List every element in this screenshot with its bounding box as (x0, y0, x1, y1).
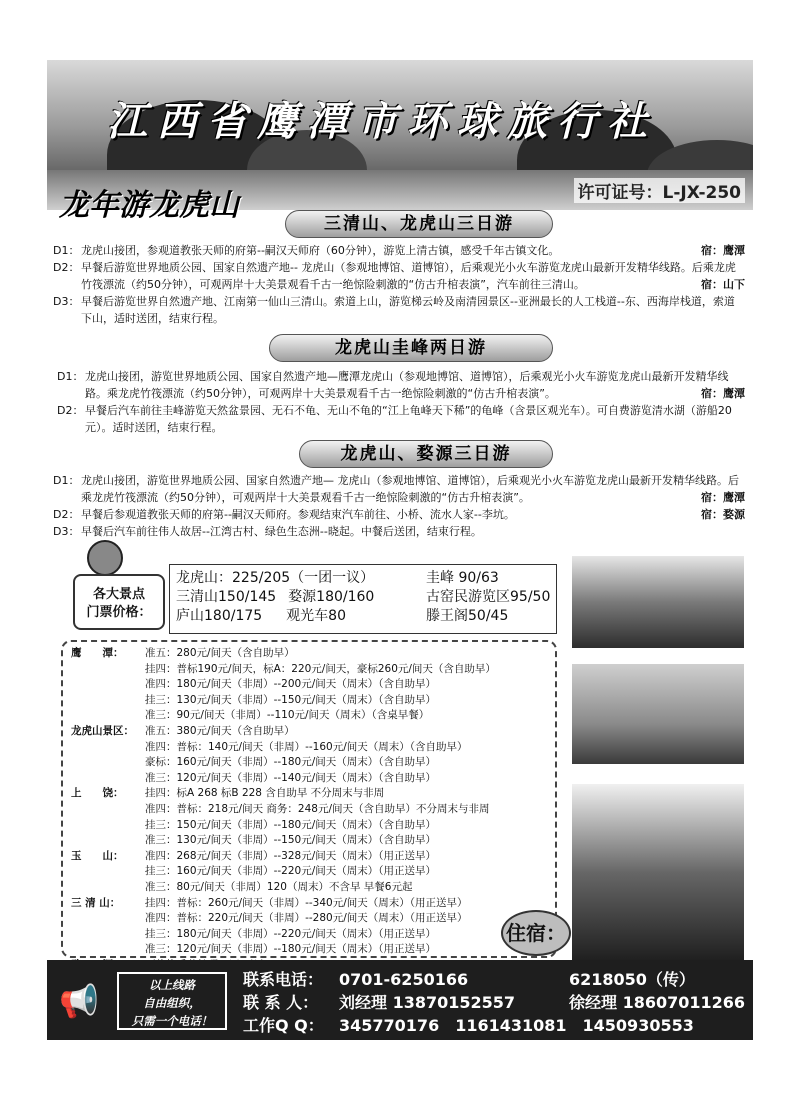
hotel-row (71, 771, 547, 787)
itinerary-day (53, 506, 745, 523)
hotel-price-text: 挂四：普标190元/间天，标A：220元/间天，豪标260元/间天（含自助早） (145, 662, 496, 675)
hotel-city (71, 880, 145, 896)
hotel-price-text: 挂三：130元/间天（非周）--150元/间天（周末）（含自助早） (145, 693, 436, 706)
hotel-city (71, 662, 145, 678)
itinerary-day (53, 242, 745, 259)
day-text: 早餐后汽车前往伟人故居--江湾古村、绿色生态洲--晓起。中餐后送团，结束行程。 (81, 525, 482, 538)
itinerary-day (53, 472, 745, 506)
hotel-price-text: 准五：280元/间天（含自助早） (145, 647, 295, 659)
contact-label: 联 系 人： (243, 993, 319, 1012)
itinerary-day (53, 259, 745, 293)
hotel-row (71, 786, 547, 802)
hotel-city: 玉 山： (71, 849, 124, 862)
hotel-price-text: 挂四：标A 268 标B 228 含自助早 不分周末与非周 (145, 787, 385, 800)
footer-slogan-line: 只需一个电话！ (131, 1014, 213, 1028)
hotel-price-text: 准四：普标：140元/间天（非周）--160元/间天（周末）（含自助早） (145, 740, 468, 753)
phone-number: 0701-6250166 (339, 970, 469, 989)
hotel-city: 鹰 潭： (71, 647, 124, 659)
hotel-price-text: 准四：268元/间天（非周）--328元/间天（周末）（用正送早） (145, 849, 436, 862)
qq-label: 工作Q Q： (243, 1016, 324, 1035)
hotel-row (71, 833, 547, 849)
hotel-price-text: 准三：80元/间天（非周）120（周末）不含早 早餐6元起 (145, 880, 413, 893)
day-label: D2： (53, 508, 80, 521)
hotel-row (71, 693, 547, 709)
day-label: D3： (53, 525, 80, 538)
hotel-price-text: 准四：180元/间天（非周）--200元/间天（周末）（含自助早） (145, 678, 436, 691)
hotel-city (71, 677, 145, 693)
day-text: 龙虎山接团，游览世界地质公园、国家自然遗产地—鹰潭龙虎山（参观地博馆、道博馆），后乘观光小火车游览龙虎山最新开发精华线路。乘龙虎竹筏漂流（约50分钟），可观两岸十大美景观看千古一绝惊险刺激的“仿古升棺表演”。 (85, 370, 729, 400)
hotel-price-text: 挂四：普标：260元/间天（非周）--340元/间天（周末）（用正送早） (145, 896, 468, 909)
footer-slogan (117, 972, 227, 1030)
hotel-city (71, 818, 145, 834)
contact-lines (243, 968, 745, 1037)
itinerary-day (53, 523, 745, 540)
day-label: D2： (53, 261, 80, 274)
day-stay: 宿：山下 (701, 278, 745, 291)
itinerary-day (57, 368, 745, 402)
hotel-row (71, 880, 547, 896)
hotel-row (71, 646, 547, 662)
itinerary-day (57, 402, 745, 436)
route-title: 三清山、龙虎山三日游 (285, 210, 553, 238)
day-stay: 宿：鹰潭 (701, 244, 745, 257)
ticket-label-line: 门票价格： (86, 605, 152, 620)
hotel-row (71, 849, 547, 865)
ticket-price: 龙虎山：225/205（一团一议） (176, 570, 375, 586)
hotel-row (71, 724, 547, 740)
ticket-price: 古窑民游览区95/50 (426, 589, 551, 605)
scenery-photo-village (572, 556, 744, 648)
hotel-row (71, 740, 547, 756)
agency-title: 江西省鹰潭市环球旅行社 (107, 98, 657, 145)
ticket-label (73, 574, 165, 630)
hotel-price-text: 准三：90元/间天（非周）--110元/间天（周末）（含桌早餐） (145, 709, 430, 722)
hotel-row (71, 802, 547, 818)
footer-slogan-line: 自由组织， (143, 996, 201, 1010)
hotel-row (71, 864, 547, 880)
hotel-row (71, 942, 547, 958)
hotel-price-text: 挂三：160元/间天（非周）--220元/间天（周末）（用正送早） (145, 865, 436, 878)
hotel-city (71, 693, 145, 709)
day-label: D1： (57, 370, 84, 383)
ticket-prices (169, 564, 557, 634)
route-itinerary (53, 242, 745, 327)
mascot-icon (87, 540, 123, 576)
route-itinerary (57, 368, 745, 436)
contact-person: 刘经理 13870152557 (339, 993, 516, 1012)
hotel-city (71, 802, 145, 818)
hotel-city (71, 708, 145, 724)
megaphone-icon: 📢 (59, 982, 99, 1020)
hotel-price-text: 挂三：150元/间天（非周）--180元/间天（周末）（含自助早） (145, 818, 436, 831)
route-title: 龙虎山圭峰两日游 (269, 334, 553, 362)
hotel-price-text: 挂三：180元/间天（非周）--220元/间天（周末）（用正送早） (145, 927, 436, 940)
slogan: 龙年游龙虎山 (59, 188, 239, 223)
flyer (47, 60, 753, 1040)
hotel-row (71, 896, 547, 912)
itinerary-day (53, 293, 745, 327)
day-text: 龙虎山接团，参观道教张天师的府第--嗣汉天师府（60分钟），游览上清古镇，感受千年古镇文化。 (81, 244, 560, 257)
hotel-row (71, 662, 547, 678)
ticket-label-line: 各大景点 (92, 587, 145, 602)
hotel-city (71, 740, 145, 756)
day-text: 早餐后参观道教张天师的府第--嗣汉天师府。参观结束汽车前往、小桥、流水人家--李坑。 (81, 508, 515, 521)
hotel-city (71, 942, 145, 958)
ticket-price: 三清山150/145 (176, 589, 277, 605)
ticket-price: 观光车80 (286, 608, 346, 624)
hotel-prices (61, 640, 557, 958)
day-stay: 宿：鹰潭 (701, 387, 745, 400)
fax-number: 6218050（传） (569, 970, 695, 989)
day-label: D1： (53, 244, 80, 257)
hotel-city: 三 清 山： (71, 896, 121, 909)
hotel-price-text: 准五：380元/间天（含自助早） (145, 724, 295, 737)
day-text: 早餐后游览世界自然遗产地、江南第一仙山三清山。索道上山，游览梯云岭及南清园景区--亚洲最长的人工栈道--东、西海岸栈道，索道下山，适时送团，结束行程。 (81, 295, 735, 325)
day-stay: 宿：婺源 (701, 508, 745, 521)
day-label: D2： (57, 404, 84, 417)
hotel-price-text: 准三：120元/间天（非周）--180元/间天（周末）（用正送早） (145, 943, 436, 956)
hotel-price-text: 豪标：160元/间天（非周）--180元/间天（周末）（含自助早） (145, 756, 436, 769)
hotel-city (71, 771, 145, 787)
hotel-city (71, 833, 145, 849)
hotel-row (71, 708, 547, 724)
day-text: 早餐后游览世界地质公园、国家自然遗产地-- 龙虎山（参观地博馆、道博馆），后乘观光小火车游览龙虎山最新开发精华线路。后乘龙虎竹筏漂流（约50分钟），可观两岸十大美景观看千古一绝惊险刺激的“仿古升棺表演”，汽车前往三清山。 (81, 261, 736, 291)
hotel-city (71, 864, 145, 880)
hotel-price-text: 准四：普标：220元/间天（非周）--280元/间天（周末）（用正送早） (145, 912, 468, 925)
hotel-city: 上 饶： (71, 787, 124, 800)
hotel-city: 龙虎山景区： (71, 724, 134, 737)
contact-person: 徐经理 18607011266 (569, 993, 746, 1012)
license-number: 许可证号：L-JX-250 (574, 178, 745, 203)
ticket-price: 圭峰 90/63 (426, 570, 499, 586)
hotel-city (71, 927, 145, 943)
day-label: D3： (53, 295, 80, 308)
hotel-price-text: 准四：普标：218元/间天 商务：248元/间天（含自助早）不分周末与非周 (145, 802, 490, 815)
hotel-price-text: 准三：130元/间天（非周）--150元/间天（周末）（含自助早） (145, 834, 436, 847)
scenery-photo-river (572, 784, 744, 962)
hotel-price-text: 准三：120元/间天（非周）--140元/间天（周末）（含自助早） (145, 771, 436, 784)
hotel-city (71, 755, 145, 771)
hotel-row (71, 911, 547, 927)
stay-badge: 住宿： (501, 910, 571, 956)
route-title: 龙虎山、婺源三日游 (299, 440, 553, 468)
contact-footer (47, 960, 753, 1040)
qq-numbers: 345770176 1161431081 1450930553 (339, 1016, 694, 1035)
route-itinerary (53, 472, 745, 540)
ticket-price: 庐山180/175 (176, 608, 263, 624)
day-text: 龙虎山接团，游览世界地质公园、国家自然遗产地— 龙虎山（参观地博馆、道博馆），后乘观光小火车游览龙虎山最新开发精华线路。后乘龙虎竹筏漂流（约50分钟），可观两岸十大美景观看千古一绝惊险刺激的“仿古升棺表演”。 (81, 474, 739, 504)
footer-slogan-line: 以上线路 (149, 978, 195, 992)
ticket-price: 婺源180/160 (288, 589, 375, 605)
hotel-row (71, 677, 547, 693)
scenery-photo-tower (572, 664, 744, 764)
hotel-row (71, 818, 547, 834)
phone-label: 联系电话： (243, 970, 324, 989)
hotel-city (71, 911, 145, 927)
day-text: 早餐后汽车前往圭峰游览天然盆景园、无石不龟、无山不龟的“江上龟峰天下稀”的龟峰（含景区观光车）。可自费游览清水湖（游船20元）。适时送团，结束行程。 (85, 404, 732, 434)
hotel-row (71, 755, 547, 771)
day-stay: 宿：鹰潭 (701, 491, 745, 504)
ticket-price: 滕王阁50/45 (426, 608, 509, 624)
day-label: D1： (53, 474, 80, 487)
hotel-row (71, 927, 547, 943)
